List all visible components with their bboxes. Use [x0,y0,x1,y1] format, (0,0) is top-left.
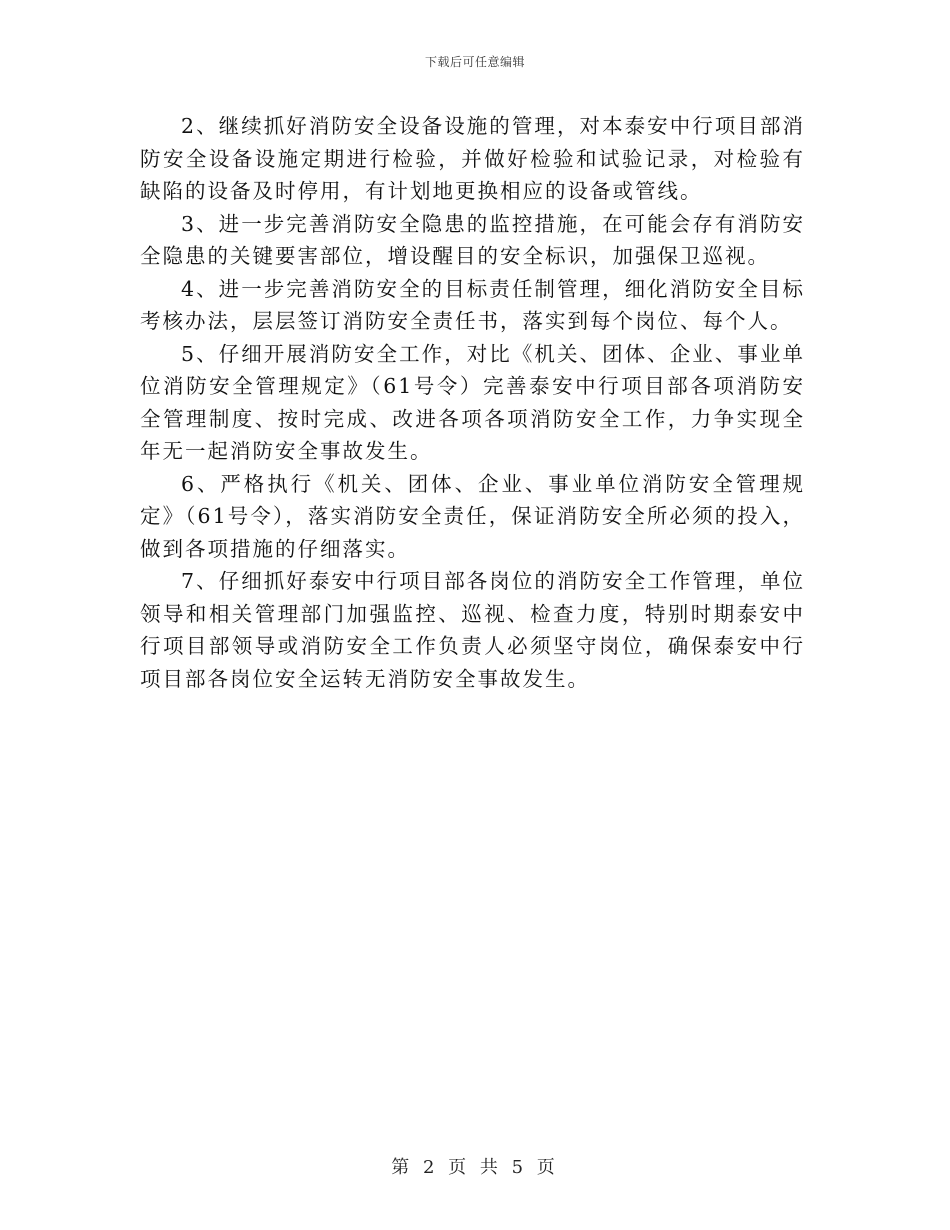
paragraph-item-5: 5、仔细开展消防安全工作，对比《机关、团体、企业、事业单位消防安全管理规定》（61号令）完善泰安中行项目部各项消防安全管理制度、按时完成、改进各项各项消防安全工作，力争实现全年无一起消防安全事故发生。 [140,341,805,463]
page-number-footer: 第 2 页 共 5 页 [391,1157,559,1178]
page-header-note: 下载后可任意编辑 [424,55,525,69]
paragraph-item-7: 7、仔细抓好泰安中行项目部各岗位的消防安全工作管理，单位领导和相关管理部门加强监控、巡视、检查力度，特别时期泰安中行项目部领导或消防安全工作负责人必须坚守岗位，确保泰安中行项目部各岗位安全运转无消防安全事故发生。 [140,569,805,691]
paragraph-item-3: 3、进一步完善消防安全隐患的监控措施，在可能会存有消防安全隐患的关键要害部位，增设醒目的安全标识，加强保卫巡视。 [140,211,805,268]
document-body [140,110,805,695]
paragraph-item-4: 4、进一步完善消防安全的目标责任制管理，细化消防安全目标考核办法，层层签订消防安全责任书，落实到每个岗位、每个人。 [140,276,805,333]
paragraph-item-6: 6、严格执行《机关、团体、企业、事业单位消防安全管理规定》（61号令），落实消防安全责任，保证消防安全所必须的投入，做到各项措施的仔细落实。 [140,471,805,561]
paragraph-item-2: 2、继续抓好消防安全设备设施的管理，对本泰安中行项目部消防安全设备设施定期进行检验，并做好检验和试验记录，对检验有缺陷的设备及时停用，有计划地更换相应的设备或管线。 [140,114,805,203]
